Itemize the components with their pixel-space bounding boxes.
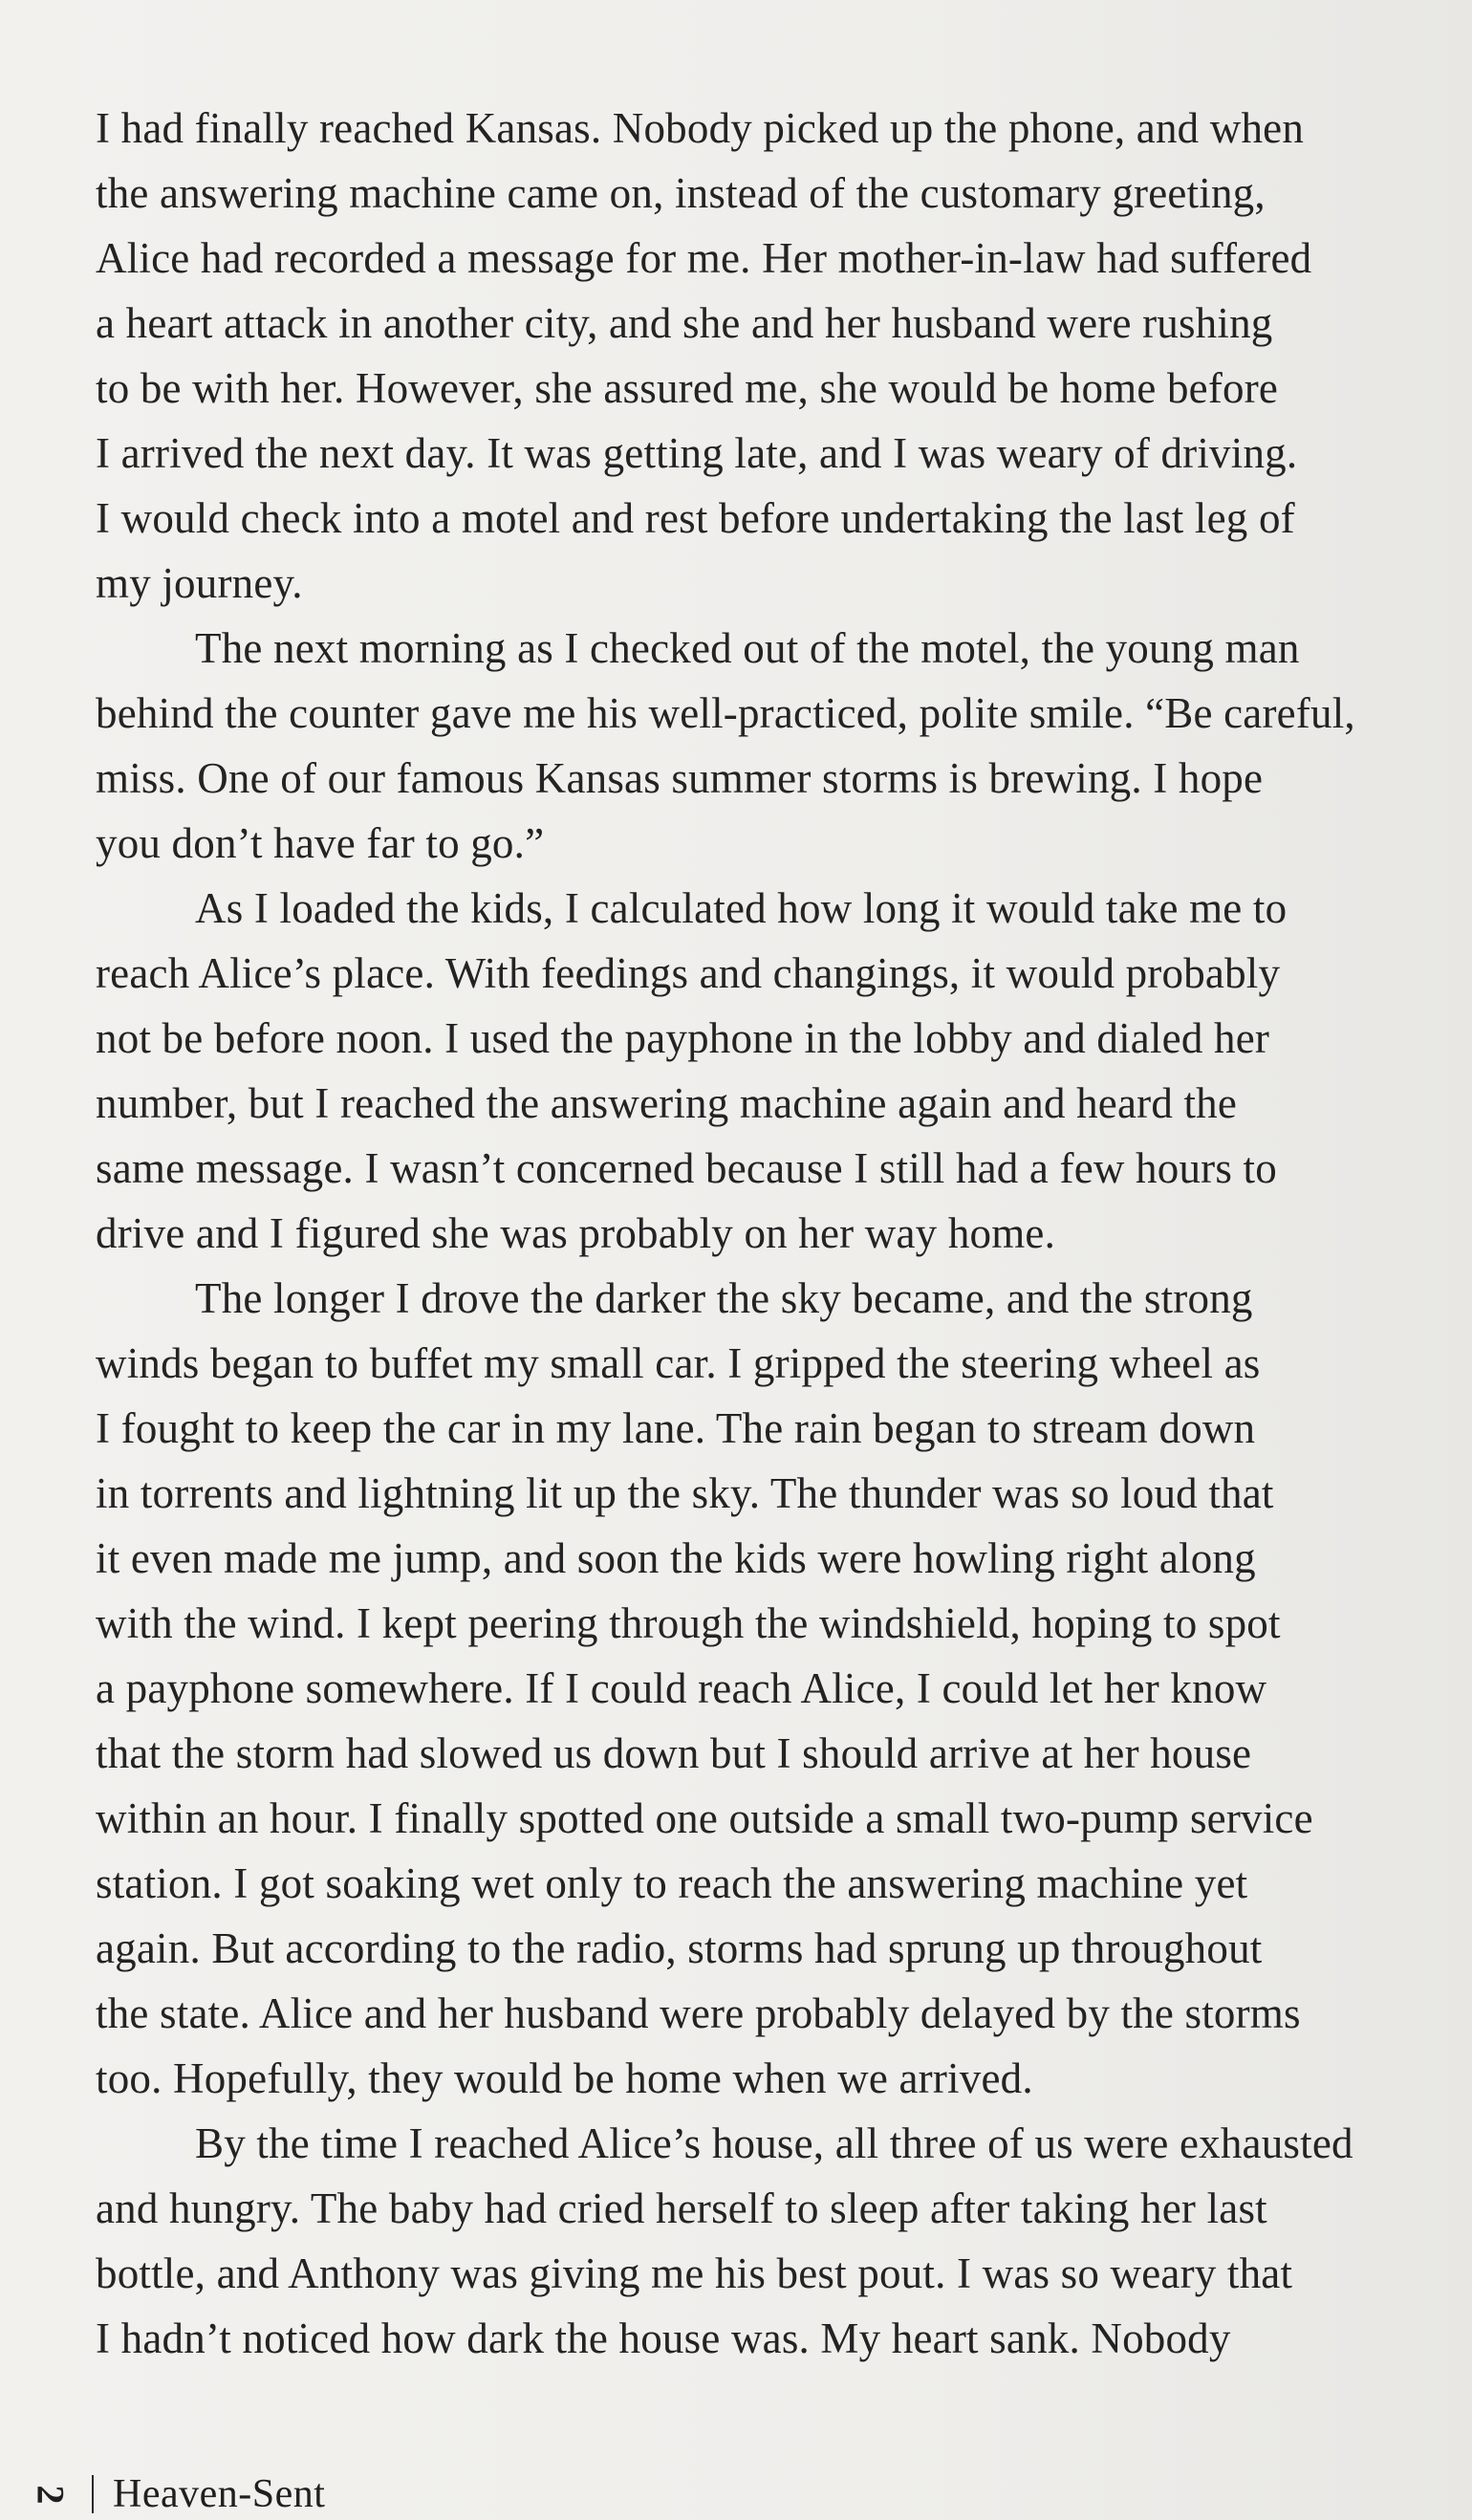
page-number: 2 [29,2485,73,2504]
text-line: number, but I reached the answering machine again and heard the [96,1079,1238,1127]
paragraph-start-line: The next morning as I checked out of the motel, the young man [195,624,1300,672]
text-line: in torrents and lightning lit up the sky. The thunder was so loud that [96,1469,1274,1517]
paragraph-start-line: As I loaded the kids, I calculated how long it would take me to [195,884,1288,932]
text-line: it even made me jump, and soon the kids were howling right along [96,1534,1256,1582]
text-line: station. I got soaking wet only to reach the answering machine yet [96,1859,1248,1907]
footer-divider [92,2475,94,2513]
text-line: you don’t have far to go.” [96,819,545,867]
text-line: the state. Alice and her husband were probably delayed by the storms [96,1989,1301,2037]
text-line: to be with her. However, she assured me, she would be home before [96,364,1279,412]
paragraph-start-line: By the time I reached Alice’s house, all three of us were exhausted [195,2119,1353,2167]
text-line: I fought to keep the car in my lane. The rain began to stream down [96,1404,1256,1452]
text-line: Alice had recorded a message for me. Her mother-in-law had suffered [96,234,1312,282]
text-line: winds began to buffet my small car. I gripped the steering wheel as [96,1339,1261,1387]
text-line: my journey. [96,559,303,607]
text-line: the answering machine came on, instead of the customary greeting, [96,169,1266,217]
running-title: Heaven-Sent [113,2472,326,2516]
text-line: I arrived the next day. It was getting late, and I was weary of driving. [96,429,1298,477]
text-line: within an hour. I finally spotted one outside a small two-pump service [96,1794,1313,1842]
text-line: I had finally reached Kansas. Nobody picked up the phone, and when [96,104,1305,152]
text-line: a heart attack in another city, and she and her husband were rushing [96,299,1273,347]
text-line: I hadn’t noticed how dark the house was. My heart sank. Nobody [96,2314,1231,2362]
text-line: behind the counter gave me his well-practiced, polite smile. “Be careful, [96,689,1355,737]
text-line: that the storm had slowed us down but I should arrive at her house [96,1729,1252,1777]
text-line: drive and I figured she was probably on her way home. [96,1209,1056,1257]
page-footer [29,2470,326,2518]
text-line: I would check into a motel and rest before undertaking the last leg of [96,494,1295,542]
text-line: with the wind. I kept peering through the windshield, hoping to spot [96,1599,1281,1647]
text-line: not be before noon. I used the payphone in the lobby and dialed her [96,1014,1270,1062]
text-line: again. But according to the radio, storms had sprung up throughout [96,1924,1263,1972]
text-line: same message. I wasn’t concerned because I still had a few hours to [96,1144,1277,1192]
text-line: and hungry. The baby had cried herself to sleep after taking her last [96,2184,1267,2232]
text-line: too. Hopefully, they would be home when we arrived. [96,2054,1033,2102]
paragraph-start-line: The longer I drove the darker the sky became, and the strong [195,1274,1253,1322]
body-text [96,96,1434,2371]
text-line: reach Alice’s place. With feedings and changings, it would probably [96,949,1281,997]
text-line: miss. One of our famous Kansas summer storms is brewing. I hope [96,754,1264,802]
text-line: a payphone somewhere. If I could reach Alice, I could let her know [96,1664,1267,1712]
text-line: bottle, and Anthony was giving me his best pout. I was so weary that [96,2249,1293,2297]
